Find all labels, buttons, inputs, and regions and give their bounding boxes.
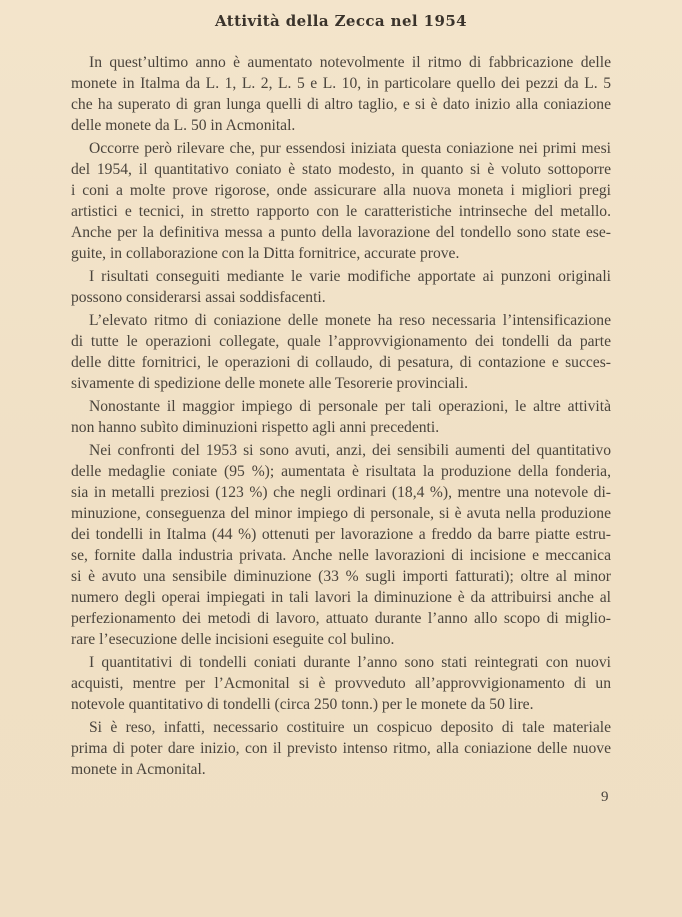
text-line: che ha superato di gran lunga quelli di altro taglio, e si è dato inizio alla coniazione <box>71 96 611 113</box>
page-title: Attività della Zecca nel 1954 <box>214 12 467 30</box>
text-line: monete in Acmonital. <box>71 761 206 778</box>
text-line: artistici e tecnici, in stretto rapporto con le caratteristiche intrinseche del metallo. <box>71 203 611 220</box>
text-line: In quest’ultimo anno è aumentato notevolmente il ritmo di fabbricazione delle <box>89 54 611 71</box>
text-line: Si è reso, infatti, necessario costituire un cospicuo deposito di tale materiale <box>89 719 611 736</box>
text-line: sia in metalli preziosi (123 %) che negli ordinari (18,4 %), mentre una notevole di- <box>71 484 611 501</box>
text-line: delle ditte fornitrici, le operazioni di collaudo, di pesatura, di contazione e succes- <box>71 354 611 371</box>
text-line: del 1954, il quantitativo coniato è stato modesto, in quanto si è voluto sottoporre <box>71 161 611 178</box>
text-line: sivamente di spedizione delle monete alle Tesorerie provinciali. <box>71 375 468 392</box>
text-line: L’elevato ritmo di coniazione delle monete ha reso necessaria l’intensificazione <box>89 312 611 329</box>
text-line: guite, in collaborazione con la Ditta fornitrice, accurate prove. <box>71 245 460 262</box>
paragraph <box>71 52 611 136</box>
body-text <box>71 52 611 782</box>
text-line: minuzione, conseguenza del minor impiego di personale, si è avuta nella produzione <box>71 505 611 522</box>
paragraph <box>71 266 611 308</box>
text-line: acquisti, mentre per l’Acmonital si è provveduto all’approvvigionamento di un <box>71 675 611 692</box>
text-line: I risultati conseguiti mediante le varie modifiche apportate ai punzoni originali <box>89 268 611 285</box>
text-line: numero degli operai impiegati in tali lavori la diminuzione è da attribuirsi anche al <box>71 589 611 606</box>
paragraph <box>71 440 611 650</box>
text-line: non hanno subìto diminuzioni rispetto agli anni precedenti. <box>71 419 440 436</box>
paragraph <box>71 717 611 780</box>
paragraph <box>71 652 611 715</box>
paragraph <box>71 138 611 264</box>
text-line: dei tondelli in Italma (44 %) ottenuti per lavorazione a freddo da barre piatte estru- <box>71 526 611 543</box>
paragraph <box>71 396 611 438</box>
text-line: prima di poter dare inizio, con il previsto intenso ritmo, alla coniazione delle nuove <box>71 740 611 757</box>
text-line: possono considerarsi assai soddisfacenti. <box>71 289 326 306</box>
text-line: Anche per la definitiva messa a punto della lavorazione del tondello sono state ese- <box>71 224 611 241</box>
text-line: I quantitativi di tondelli coniati durante l’anno sono stati reintegrati con nuovi <box>89 654 611 671</box>
text-line: si è avuto una sensibile diminuzione (33 % sugli importi fatturati); oltre al minor <box>71 568 611 585</box>
text-line: di tutte le operazioni collegate, quale l’approvvigionamento dei tondelli da parte <box>71 333 611 350</box>
text-line: perfezionamento dei metodi di lavoro, attuato durante l’anno allo scopo di miglio- <box>71 610 611 627</box>
paragraph <box>71 310 611 394</box>
text-line: delle monete da L. 50 in Acmonital. <box>71 117 296 134</box>
text-line: i coni a molte prove rigorose, onde assicurare alla nuova moneta i migliori pregi <box>71 182 611 199</box>
text-line: delle medaglie coniate (95 %); aumentata è risultata la produzione della fonderia, <box>71 463 611 480</box>
text-line: se, fornite dalla industria privata. Anche nelle lavorazioni di incisione e meccanica <box>71 547 611 564</box>
text-line: notevole quantitativo di tondelli (circa 250 tonn.) per le monete da 50 lire. <box>71 696 534 713</box>
text-line: Occorre però rilevare che, pur essendosi iniziata questa coniazione nei primi mesi <box>89 140 611 157</box>
text-line: monete in Italma da L. 1, L. 2, L. 5 e L. 10, in particolare quello dei pezzi da L. 5 <box>71 75 611 92</box>
text-line: rare l’esecuzione delle incisioni eseguite col bulino. <box>71 631 395 648</box>
text-line: Nonostante il maggior impiego di personale per tali operazioni, le altre attività <box>89 398 611 415</box>
text-line: Nei confronti del 1953 si sono avuti, anzi, dei sensibili aumenti del quantitativo <box>89 442 611 459</box>
page-number: 9 <box>601 789 609 805</box>
